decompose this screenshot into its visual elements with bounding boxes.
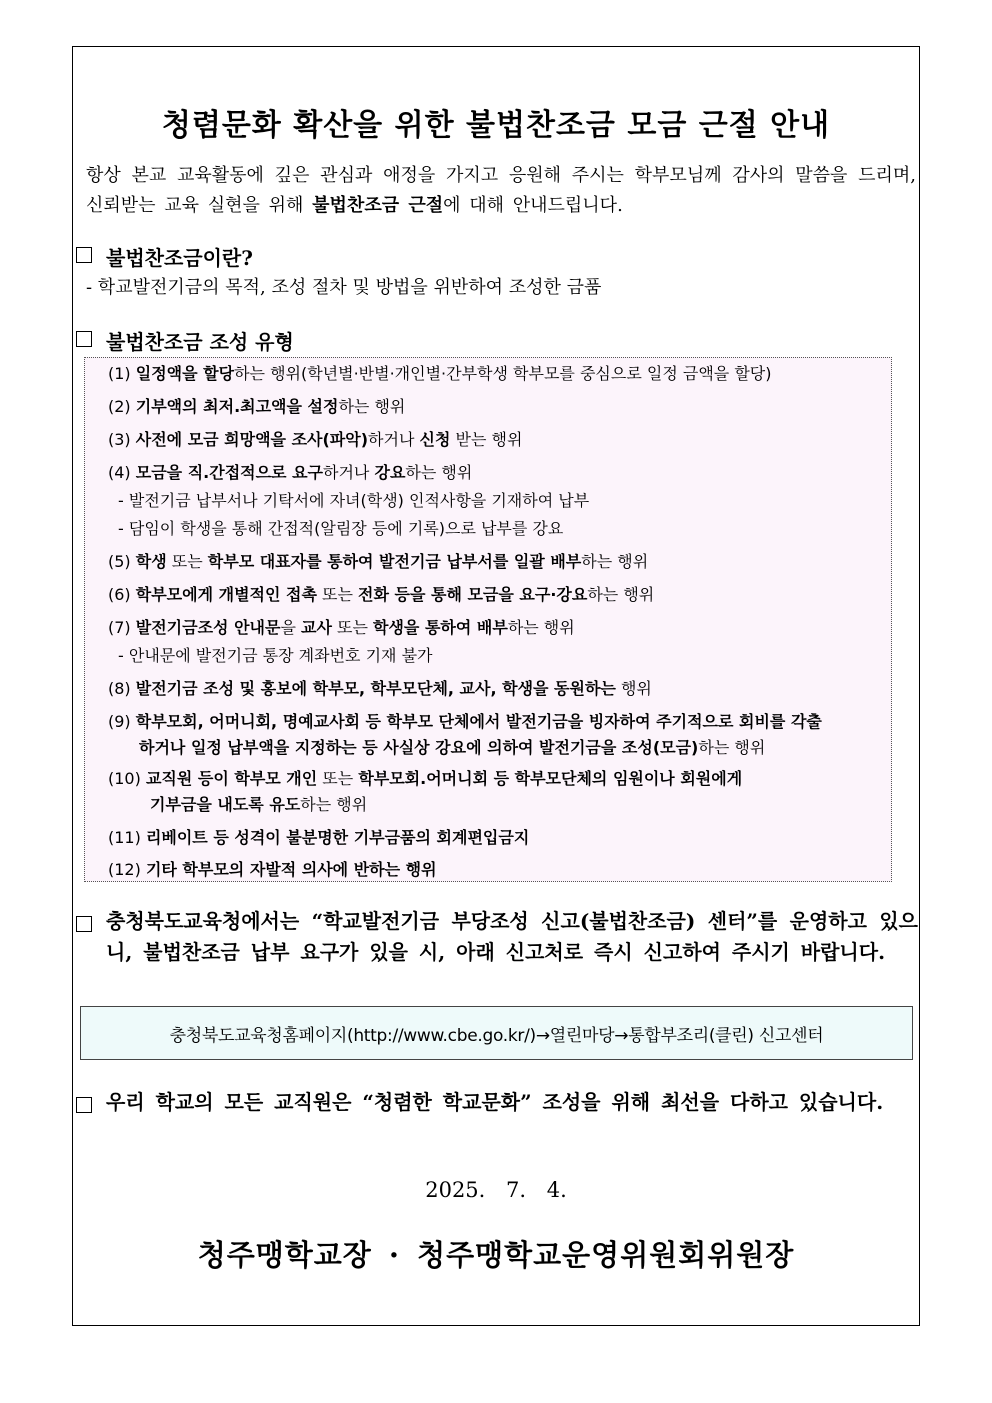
type-item-4-sub-2: - 담임이 학생을 통해 간접적(알림장 등에 기록)으로 납부를 강요 xyxy=(118,519,564,538)
intro-paragraph xyxy=(86,161,916,221)
item-bold: 학부모회.어머니회 등 학부모단체의 임원이나 회원에게 xyxy=(358,769,743,788)
document-signer: 청주맹학교장 · 청주맹학교운영위원회위원장 xyxy=(197,1238,795,1272)
item-bold: 학생 xyxy=(135,552,167,571)
section-commitment xyxy=(76,1087,918,1118)
type-item-7 xyxy=(108,615,575,638)
checkbox-bullet-icon xyxy=(76,331,92,347)
type-item-10 xyxy=(108,766,742,789)
item-bold: 모금을 직.간접적으로 요구 xyxy=(135,463,324,482)
item-bold: 발전기금 조성 및 홍보에 학부모, 학부모단체, 교사, 학생을 동원하는 xyxy=(135,679,616,698)
item-number: (11) xyxy=(108,828,141,847)
item-bold: 강요 xyxy=(374,463,406,482)
item-number: (6) xyxy=(108,585,131,604)
intro-bold: 불법찬조금 근절 xyxy=(312,195,444,216)
item-number: (3) xyxy=(108,430,131,449)
item-bold: 학생을 통하여 배부 xyxy=(373,618,508,637)
type-item-1 xyxy=(108,361,771,384)
report-center-text: 충청북도교육청에서는 “학교발전기금 부당조성 신고(불법찬조금) 센터”를 운영하고 있으니, 불법찬조금 납부 요구가 있을 시, 아래 신고처로 즉시 신고하여 주시기 바랍니다. xyxy=(106,909,918,964)
item-bold: 학부모에게 개별적인 접촉 xyxy=(135,585,317,604)
item-text: 또는 xyxy=(331,618,374,637)
section-types-heading xyxy=(76,326,294,355)
item-text: 또는 xyxy=(316,585,359,604)
section-definition-title: 불법찬조금이란? xyxy=(106,246,253,270)
item-text: 하는 행위 xyxy=(698,738,766,757)
checkbox-bullet-icon xyxy=(76,1097,92,1113)
type-item-11 xyxy=(108,825,529,848)
report-path-box xyxy=(80,1006,913,1060)
item-text: 하는 행위 xyxy=(405,463,473,482)
item-bold: 하거나 일정 납부액을 지정하는 등 사실상 강요에 의하여 발전기금을 조성(모금) xyxy=(139,738,699,757)
section-types-title: 불법찬조금 조성 유형 xyxy=(106,330,294,354)
commitment-text: 우리 학교의 모든 교직원은 “청렴한 학교문화” 조성을 위해 최선을 다하고 있습니다. xyxy=(106,1090,884,1114)
type-item-2 xyxy=(108,394,405,417)
checkbox-bullet-icon xyxy=(76,247,92,263)
item-text: 하는 행위 xyxy=(507,618,575,637)
item-text: 받는 행위 xyxy=(450,430,523,449)
item-bold: 교사 xyxy=(301,618,332,637)
item-number: (9) xyxy=(108,712,131,731)
item-text: 하거나 xyxy=(368,430,420,449)
item-bold: 신청 xyxy=(419,430,451,449)
item-number: (12) xyxy=(108,860,141,879)
item-bold: 학부모회, 어머니회, 명예교사회 등 학부모 단체에서 발전기금을 빙자하여 주기적으로 회비를 각출 xyxy=(135,712,822,731)
item-bold: 기부액의 최저.최고액을 설정 xyxy=(135,397,339,416)
document-title: 청렴문화 확산을 위한 불법찬조금 모금 근절 안내 xyxy=(161,108,831,143)
item-text: 하거나 xyxy=(323,463,375,482)
type-item-4 xyxy=(108,460,472,483)
item-text: 하는 행위(학년별·반별·개인별·간부학생 학부모를 중심으로 일정 금액을 할당) xyxy=(234,364,772,383)
item-bold: 사전에 모금 희망액을 조사(파악) xyxy=(135,430,369,449)
item-bold: 기부금을 내도록 유도 xyxy=(150,795,301,814)
item-number: (4) xyxy=(108,463,131,482)
report-path-text: 충청북도교육청홈페이지(http://www.cbe.go.kr/)→열린마당→통합부조리(클린) 신고센터 xyxy=(169,1025,824,1046)
type-item-6 xyxy=(108,582,654,605)
document-date: 2025. 7. 4. xyxy=(425,1178,567,1202)
item-number: (10) xyxy=(108,769,141,788)
item-number: (8) xyxy=(108,679,131,698)
item-text: 하는 행위 xyxy=(581,552,649,571)
item-bold: 학부모 대표자를 통하여 발전기금 납부서를 일괄 배부 xyxy=(207,552,582,571)
intro-text-1: 항상 본교 교육활동에 깊은 관심과 애정을 가지고 응원해 주시는 학부모님께 감사의 말씀을 드리며, 신뢰받는 교육 실현을 위해 xyxy=(86,165,916,216)
item-number: (2) xyxy=(108,397,131,416)
item-bold: 일정액을 할당 xyxy=(135,364,235,383)
type-item-10-continuation xyxy=(150,792,367,815)
type-item-12 xyxy=(108,857,437,880)
item-text: 또는 xyxy=(166,552,208,571)
checkbox-bullet-icon xyxy=(76,916,92,932)
type-item-4-sub-1: - 발전기금 납부서나 기탁서에 자녀(학생) 인적사항을 기재하여 납부 xyxy=(118,491,590,510)
item-bold: 전화 등을 통해 모금을 요구·강요 xyxy=(358,585,588,604)
section-report-center xyxy=(76,906,918,968)
item-bold: 교직원 등이 학부모 개인 xyxy=(145,769,318,788)
item-text: 하는 행위 xyxy=(587,585,655,604)
item-bold: 리베이트 등 성격이 불분명한 기부금품의 회계편입금지 xyxy=(145,828,530,847)
item-text: 행위 xyxy=(615,679,652,698)
type-item-8 xyxy=(108,676,652,699)
item-text: 또는 xyxy=(317,769,359,788)
type-item-5 xyxy=(108,549,648,572)
item-text: 하는 행위 xyxy=(338,397,406,416)
type-item-9-continuation xyxy=(139,735,765,758)
type-item-9 xyxy=(108,709,822,732)
item-text: 하는 행위 xyxy=(300,795,368,814)
item-number: (7) xyxy=(108,618,131,637)
item-bold: 기타 학부모의 자발적 의사에 반하는 행위 xyxy=(145,860,437,879)
item-number: (1) xyxy=(108,364,131,383)
item-bold: 발전기금조성 안내문 xyxy=(135,618,281,637)
item-number: (5) xyxy=(108,552,131,571)
section-definition-heading xyxy=(76,242,253,271)
intro-text-2: 에 대해 안내드립니다. xyxy=(443,195,623,216)
type-item-3 xyxy=(108,427,522,450)
definition-text: - 학교발전기금의 목적, 조성 절차 및 방법을 위반하여 조성한 금품 xyxy=(86,277,602,298)
type-item-7-sub-1: - 안내문에 발전기금 통장 계좌번호 기재 불가 xyxy=(118,646,433,665)
item-text: 을 xyxy=(280,618,301,637)
